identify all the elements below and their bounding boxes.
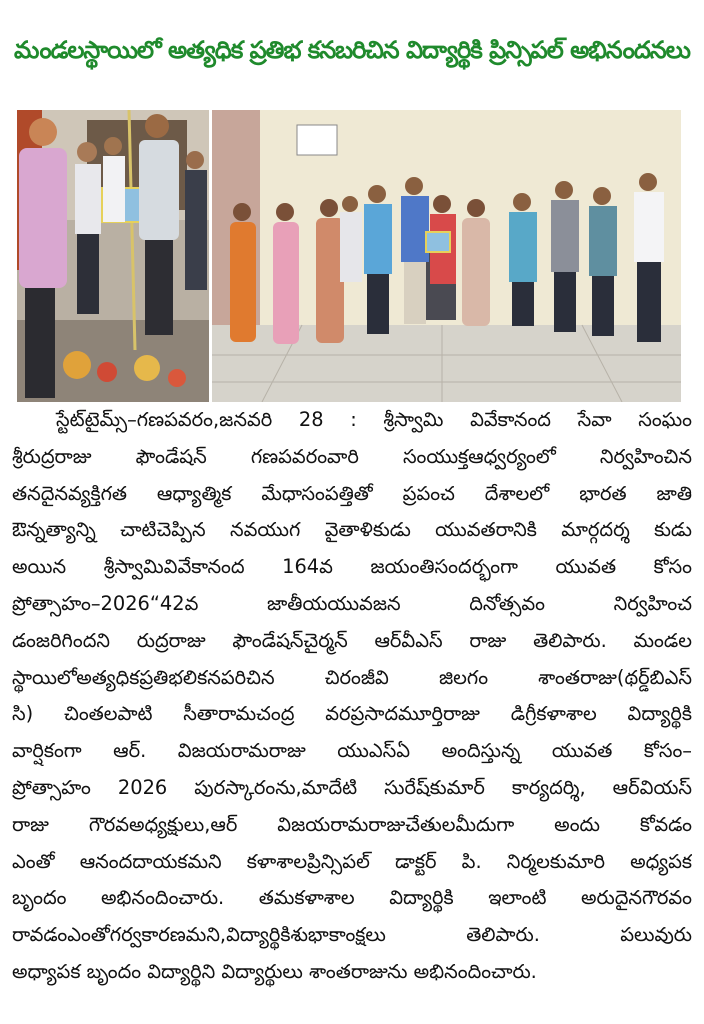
article-line: బృందం అభినందించారు. తమకళాశాల విద్యార్థికి ఇలాంటి అరుదైనగౌరవం (12, 886, 692, 910)
article-line: శ్రీరుద్రరాజు ఫౌండేషన్ గణపవరంవారి సంయుక్తఆధ్వర్యంలో నిర్వహించిన (12, 444, 692, 468)
article-line: అయిన శ్రీస్వామివివేకానంద 164వ జయంతిసందర్భంగా యువత కోసం (12, 555, 692, 579)
article-line: డంజరిగిందని రుద్రరాజు ఫౌండేషన్‌చైర్మన్ ఆర్‌వీఎస్ రాజు తెలిపారు. మండల (12, 628, 692, 652)
group-photo (212, 110, 681, 402)
article-line: వార్షికంగా ఆర్. విజయరామరాజు యుఎస్‌ఏ అందిస్తున్న యువత కోసం– (12, 739, 692, 763)
article-line: ఔన్నత్యాన్ని చాటిచెప్పిన నవయుగ వైతాళికుడు యువతరానికి మార్గదర్శ కుడు (12, 518, 692, 542)
article-line: ఎంతో ఆనందదాయకమని కళాశాలప్రిన్సిపల్ డాక్టర్ పి. నిర్మలకుమారి అధ్యపక (12, 849, 692, 873)
headline: మండలస్థాయిలో అత్యధిక ప్రతిభ కనబరిచిన విద్యార్థికి ప్రిన్సిపల్ అభినందనలు (14, 35, 690, 64)
article-line: రాజు గౌరవఅధ్యక్షులు,ఆర్ విజయరామరాజుచేతులమీదుగా అందు కోవడం (12, 812, 692, 836)
article-line: స్థాయిలోఅత్యధికప్రతిభలికనపరిచిన చిరంజీవి జిలగం శాంతరాజు(థర్డ్‌బిఎస్ (12, 665, 692, 689)
article-line: ప్రోత్సాహం–2026“42వ జాతీయయువజన దినోత్సవం నిర్వహించ (12, 591, 692, 615)
article-line: స్టేట్‌టైమ్స్–గణపవరం,జనవరి 28 : శ్రీస్వామి వివేకానంద సేవా సంఘం (56, 408, 692, 431)
article-line: ప్రోత్సాహం 2026 పురస్కారంను,మాదేటి సురేష్‌కుమార్ కార్యదర్శి, ఆర్‌వియస్ (12, 775, 692, 799)
article-line: అధ్యాపక బృందం విద్యార్థిని విద్యార్థులు శాంతరాజును అభినందించారు. (12, 959, 537, 983)
article-body (12, 402, 692, 1018)
award-handover-photo (17, 110, 209, 402)
article-line: సి) చింతలపాటి సీతారామచంద్ర వరప్రసాదమూర్తిరాజు డిగ్రీకళాశాల విద్యార్థికి (12, 702, 692, 726)
article-line: తనదైనవ్యక్తిగత ఆధ్యాత్మిక మేధాసంపత్తితో ప్రపంచ దేశాలలో భారత జాతి (12, 481, 692, 505)
article-line: రావడంఎంతోగర్వకారణమని,విద్యార్థికిశుభాకాంక్షలు తెలిపారు. పలువురు (12, 923, 692, 947)
